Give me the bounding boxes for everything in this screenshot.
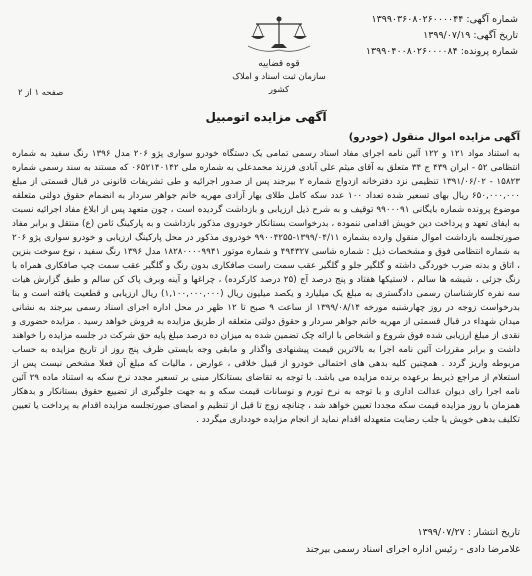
notice-subtitle: آگهی مزایده اموال منقول (خودرو)	[348, 132, 520, 143]
notice-number-label: شماره آگهی:	[466, 14, 518, 25]
notice-meta	[298, 12, 518, 60]
judiciary-name: قوه قضاییه	[258, 59, 300, 69]
page-indicator: صفحه ۱ از ۲	[18, 88, 64, 98]
page-title: آگهی مزایده اتومبیل	[205, 110, 327, 124]
notice-body: به استناد مواد ۱۲۱ و ۱۲۲ آئین نامه اجرای مفاد اسناد رسمی تمامی یک دستگاه خودرو سواری پژو ۲۰۶ مدل ۱۳۹۶ رنگ سفید به شماره انتظامی ۵۲ - ایران ۴۳۹ ج ۳۴ متعلق به آقای میثم علی آبادی فرزند محمدعلی به شماره ملی ۰۶۵۲۱۴۰۱۴۲ که مستند به سند رسمی شماره ۱۵۸۲۳ - ۱۳۹۱/۰۶/۰۲ تنظیمی نزد دفترخانه ازدواج شماره ۲ بیرجند پس از صدور اجرائیه و طی تشریفات قانونی در قبال قسمتی از مبلغ ۶۵۰,۰۰۰,۰۰۰ ریال بهای تسعیر شده تعداد ۱۰۰ عدد سکه کامل طلای بهار آزادی مهریه خانم جواهر سردار به انضمام حقوق دولتی متعلقه موضوع پرونده شماره بایگانی ۹۹۰۰۰۹۱ توقیف و به شرح ذیل ارزیابی و بازداشت گردیده است ، چون متعهد پس از ابلاغ مفاد اجرائیه نسبت به ایفای تعهد و پرداخت دین خویش اقدامی ننموده ، بدرخواست بستانکار خودروی مذکور بازداشت و به پارکینگ ثامن (ع) منتقل و برابر مفاد صورتجلسه بازداشت اموال منقول وارده بشماره ۱۳۹۹/۰۴/۱۱-۹۹۰۰۴۲۵۵ خودروی مذکور در محل پارکینگ ارزیابی و خودرو سواری پژو ۲۰۶ به شماره انتظامی فوق و مشخصات ذیل : شماره شاسی ۴۹۴۳۲۷ و شماره موتور ۱۸۲۸۰۰۰۰۹۹۴۱ مدل ۱۳۹۶ رنگ سفید ، نوع سوخت بنزین ، اتاق و بدنه ضرب خوردگی داشته و گلگیر جلو و گلگیر عقب سمت راست صافکاری بدون رنگ و گلگیر عقب سمت چپ صافکاری همراه با رنگ جزئی ، شیشه ها سالم ، لاستیکها هفتاد و پنج درصد آج (۲۵ درصد کارکرده) ، چراغها و آینه وبرف پاک کن سالم و طبق گزارش هیات سه نفره کارشناسان رسمی دادگستری به مبلغ یک میلیارد و یکصد میلیون ریال (۱,۱۰۰,۰۰۰,۰۰۰) ریال ارزیابی و قطعیت یافته است و بنا بدرخواست زوجه در روز چهارشنبه مورخه ۱۳۹۹/۰۸/۱۴ از ساعت ۹ صبح تا ۱۲ ظهر در محل اداره اجرای اسناد رسمی بیرجند به نشانی میدان شهداء در قبال قسمتی از مهریه خانم جواهر سردار و حقوق دولتی متعلقه از طریق مزایده به فروش خواهد رسید . مزایده حضوری و نقدی از مبلغ ارزیابی شده فوق شروع و اشخاص با ارائه چک تضمین شده به میزان ده درصد مبلغ پایه حق شرکت در جلسه مزایده را خواهند داشت و برابر مقررات آئین نامه اجرا به بالاترین قیمت پیشنهادی واگذار و مابقی وجه بایستی ظرف پنج روز از تاریخ مزایده به حساب مربوطه واریز گردد . همچنین کلیه بدهی های احتمالی خودرو از قبیل خلافی ، عوارض ، مالیات که مبلغ آن فعلا مشخص نیست پس از استعلام از مراجع ذیربط برعهده برنده مزایده می باشد. با توجه به تقاضای بستانکار مبنی بر تسعیر مجدد نرخ سکه به استناد ماده ۲۹ آئین نامه اجرا رای دیوان عدالت اداری و با توجه به نرخ تورم و نوسانات قیمت سکه و به جهت جلوگیری از تضییع حقوق بستانکار و بدهکار همزمان با روز مزایده قیمت سکه مجددا تعیین خواهد شد ، چنانچه زوج تا قبل از تنظیم و امضای صورتجلسه مزایده اقدام به پرداخت یا تعیین تکلیف بدهی خویش یا جلب رضایت متعهدله اقدام نماید از انجام مزایده خودداری میگردد .	[12, 149, 521, 425]
notice-date-label: تاریخ آگهی:	[473, 30, 518, 41]
publish-date: ۱۳۹۹/۰۷/۲۷	[417, 527, 465, 538]
file-number-label: شماره پرونده:	[460, 46, 518, 57]
judiciary-scales-emblem-icon	[244, 14, 314, 54]
publish-date-label: تاریخ انتشار :	[467, 527, 520, 538]
notice-date-row	[298, 28, 518, 44]
publish-date-row	[417, 527, 520, 538]
notice-number: ۱۳۹۹۰۳۶۰۸۰۲۶۰۰۰۰۴۴	[371, 14, 464, 25]
registration-org-name: سازمان ثبت اسناد و املاک کشور	[232, 72, 326, 95]
notice-date: ۱۳۹۹/۰۷/۱۹	[423, 30, 471, 41]
signature-line: غلامرضا دادی - رئیس اداره اجرای اسناد رسمی بیرجند	[305, 544, 520, 555]
organization-block	[224, 58, 334, 97]
notice-number-row	[298, 12, 518, 28]
file-number: ۱۳۹۹۰۴۰۰۸۰۲۶۰۰۰۰۸۴	[365, 46, 458, 57]
